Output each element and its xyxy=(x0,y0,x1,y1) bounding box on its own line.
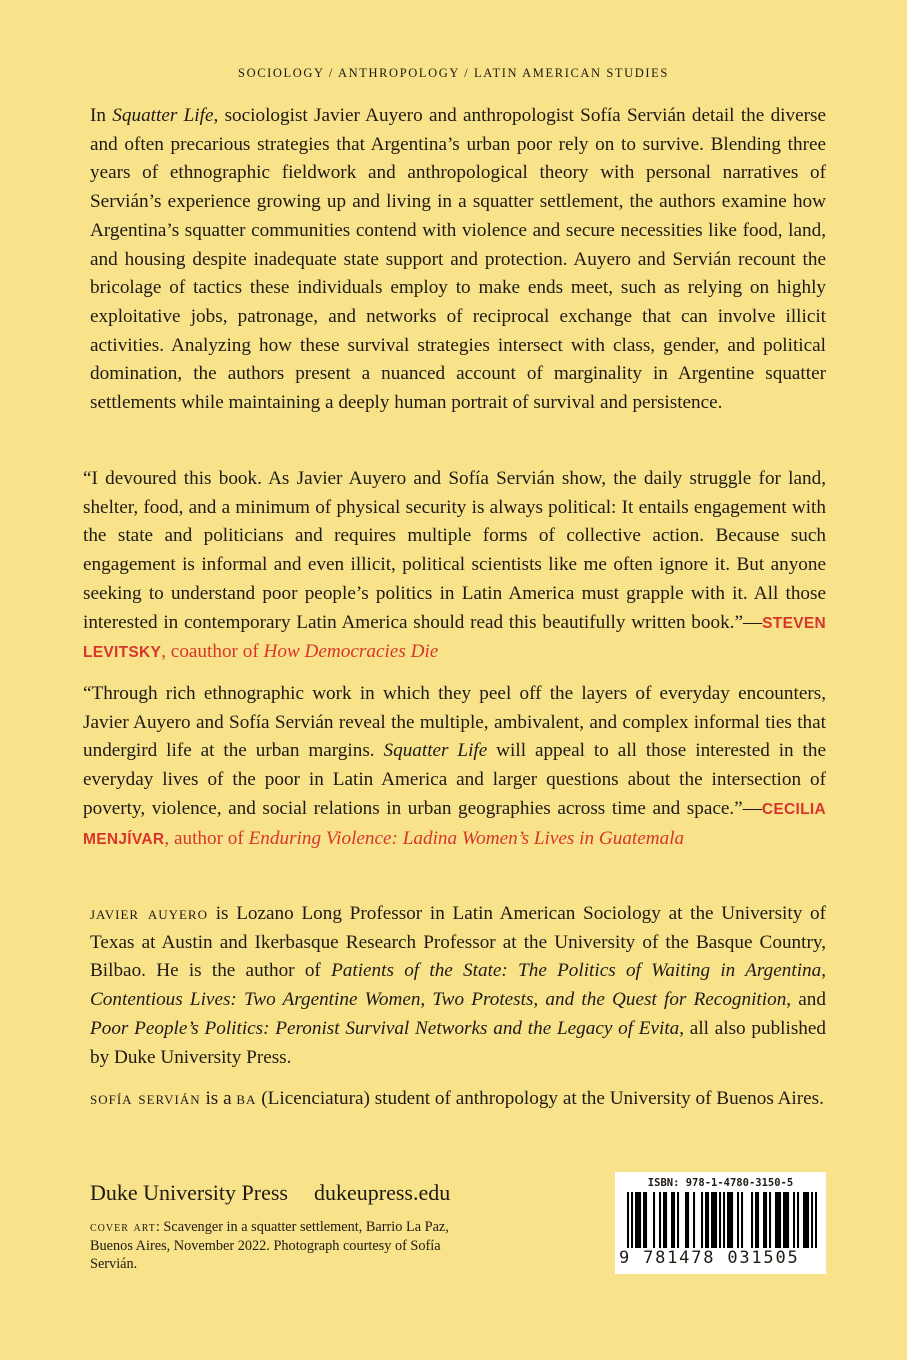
book-title: Patients of the State: The Politics of Waiting in Argentina xyxy=(331,960,822,982)
barcode-bar xyxy=(687,1192,689,1248)
author-bio-servian xyxy=(90,1085,826,1114)
barcode-bar xyxy=(793,1192,795,1248)
barcode-bar xyxy=(705,1192,707,1248)
author-bio-auyero xyxy=(90,900,826,1072)
barcode-bar xyxy=(723,1192,725,1248)
barcode-bar xyxy=(701,1192,703,1248)
author-name: javier auyero xyxy=(90,903,208,924)
bio-text-end: (Licenciatura) student of anthropology at the University of Buenos Aires. xyxy=(256,1088,824,1109)
barcode-bar xyxy=(755,1192,757,1248)
barcode-bar xyxy=(763,1192,765,1248)
isbn-digits: 9 781478 031505 xyxy=(619,1248,800,1268)
barcode-bar xyxy=(653,1192,655,1248)
book-title: Squatter Life xyxy=(383,740,488,762)
bio-text: is a xyxy=(200,1088,237,1109)
barcode-bar xyxy=(765,1192,767,1248)
barcode-bar xyxy=(731,1192,733,1248)
barcode-bar xyxy=(715,1192,717,1248)
barcode-bar xyxy=(797,1192,799,1248)
publisher-name: Duke University Press xyxy=(90,1180,288,1205)
cover-art-label: cover art xyxy=(90,1219,156,1235)
cover-art-credit xyxy=(90,1218,450,1274)
book-title: Contentious Lives: Two Argentine Women, Two Protests, and the Quest for Recognition xyxy=(90,989,787,1011)
endorser-book: How Democracies Die xyxy=(263,641,439,663)
quote-text: “I devoured this book. As Javier Auyero and Sofía Servián show, the daily struggle for land, shelter, food, and a minimum of physical security is always political: It entails engagement with the state and politicians and requires multiple forms of collective action. Because such engagement is informal and even illicit, political scientists like me often ignore it. But anyone seeking to understand poor people’s politics in Latin America must grapple with it. All those interested in contemporary Latin America should read this beautifully written book.”— xyxy=(83,468,826,633)
publisher-url[interactable]: dukeupress.edu xyxy=(313,1180,451,1205)
blurb-text-start: In xyxy=(90,105,113,126)
barcode-bars xyxy=(627,1192,817,1248)
barcode-bar xyxy=(787,1192,789,1248)
barcode-bar xyxy=(639,1192,641,1248)
barcode-bar xyxy=(677,1192,679,1248)
barcode-bar xyxy=(803,1192,805,1248)
barcode-bar xyxy=(671,1192,673,1248)
barcode-bar xyxy=(707,1192,709,1248)
barcode-bar xyxy=(637,1192,639,1248)
publisher-line xyxy=(90,1180,450,1206)
cover-art-text: : Scavenger in a squatter settlement, Barrio La Paz, Buenos Aires, November 2022. Photograph courtesy of Sofía Servián. xyxy=(90,1219,449,1272)
barcode-bar xyxy=(729,1192,731,1248)
barcode-bar xyxy=(645,1192,647,1248)
barcode-bar xyxy=(811,1192,813,1248)
book-title: Poor People’s Politics: Peronist Survival Networks and the Legacy of Evita xyxy=(90,1017,680,1039)
barcode-bar xyxy=(713,1192,715,1248)
barcode-bar xyxy=(737,1192,739,1248)
barcode-bar xyxy=(685,1192,687,1248)
quote-text-end: will appeal to all those interested in the everyday lives of the poor in Latin America and larger questions about the intersection of poverty, violence, and social relations in urban geographies across time and space.”— xyxy=(83,740,826,819)
endorsement-menjivar xyxy=(83,680,826,854)
barcode-bar xyxy=(783,1192,785,1248)
endorser-book: Enduring Violence: Ladina Women’s Lives in Guatemala xyxy=(248,827,685,849)
isbn-barcode xyxy=(615,1172,826,1274)
barcode-bar xyxy=(631,1192,633,1248)
description-paragraph xyxy=(90,102,826,418)
bio-text: is Lozano Long Professor in Latin American Sociology at the University of Texas at Austin and Ikerbasque Research Professor at the University of the Basque Country, Bilbao. He is the author of xyxy=(90,903,826,982)
barcode-bar xyxy=(665,1192,667,1248)
barcode-bar xyxy=(719,1192,721,1248)
endorser-role: , coauthor of xyxy=(161,641,264,663)
barcode-bar xyxy=(779,1192,781,1248)
barcode-bar xyxy=(635,1192,637,1248)
barcode-bar xyxy=(805,1192,807,1248)
barcode-bar xyxy=(769,1192,771,1248)
barcode-bar xyxy=(643,1192,645,1248)
barcode-bar xyxy=(659,1192,661,1248)
barcode-bar xyxy=(751,1192,753,1248)
endorser-name: CECILIA MENJÍVAR xyxy=(83,800,826,848)
separator: , and xyxy=(786,989,826,1011)
separator: , xyxy=(821,960,827,982)
barcode-bar xyxy=(711,1192,713,1248)
book-title: Squatter Life xyxy=(112,105,214,126)
barcode-bar xyxy=(785,1192,787,1248)
category-line: SOCIOLOGY / ANTHROPOLOGY / LATIN AMERICAN STUDIES xyxy=(238,66,669,80)
barcode-bar xyxy=(693,1192,695,1248)
endorser-role: , author of xyxy=(164,827,249,849)
barcode-bar xyxy=(663,1192,665,1248)
barcode-bar xyxy=(727,1192,729,1248)
barcode-bar xyxy=(757,1192,759,1248)
barcode-bar xyxy=(741,1192,743,1248)
barcode-bar xyxy=(777,1192,779,1248)
author-name: sofía servián xyxy=(90,1088,201,1109)
bio-text-end: , all also published by Duke University Press. xyxy=(90,1017,826,1068)
isbn-label: ISBN: 978-1-4780-3150-5 xyxy=(647,1177,794,1189)
barcode-bar xyxy=(673,1192,675,1248)
endorsement-levitsky xyxy=(83,465,826,668)
barcode-bar xyxy=(807,1192,809,1248)
quote-text: “Through rich ethnographic work in which they peel off the layers of everyday encounters, Javier Auyero and Sofía Servián reveal the multiple, ambivalent, and complex informal ties that undergird life at the urban margins. xyxy=(83,683,826,762)
blurb-text: , sociologist Javier Auyero and anthropologist Sofía Servián detail the diverse and often precarious strategies that Argentina’s urban poor rely on to survive. Blending three years of ethnographic fieldwork and anthropological theory with personal narratives of Servián’s experience growing up and living in a squatter settlement, the authors examine how Argentina’s squatter communities contend with violence and secure necessities like food, land, and housing despite inadequate state support and protection. Auyero and Servián recount the bricolage of tactics these individuals employ to make ends meet, such as relying on highly exploitative jobs, patronage, and networks of reciprocal exchange that can involve illicit activities. Analyzing how these survival strategies intersect with class, gender, and political domination, the authors present a nuanced account of marginality in Argentine squatter settlements while maintaining a deeply human portrait of survival and persistence. xyxy=(90,105,826,414)
degree-abbr: ba xyxy=(236,1088,257,1109)
barcode-bar xyxy=(627,1192,629,1248)
endorser-name: STEVEN LEVITSKY xyxy=(83,614,826,662)
barcode-bar xyxy=(775,1192,777,1248)
barcode-bar xyxy=(815,1192,817,1248)
